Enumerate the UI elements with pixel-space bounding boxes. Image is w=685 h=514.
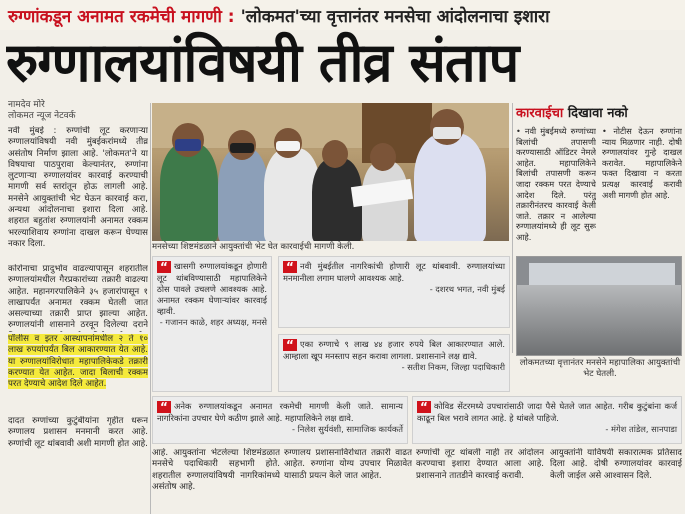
person-6 bbox=[414, 133, 486, 241]
headline: रुग्णालयांविषयी तीव्र संताप bbox=[6, 31, 519, 94]
person-4-head bbox=[322, 140, 348, 168]
article-column-1b: कोरोनाचा प्रादुर्भाव वाढल्यापासून शहरातील रुग्णालयांमधील गैरप्रकारांच्या तक्रारी वाढल्या आहेत. महानगरपालिकेने ३५ हजारांपासून १ लाखापर्यंत अनामत रक्कम घेतली जात असल्याच्या तक्रारी प्राप्त झाल्या आहेत. रुग्णालयांनी शासनाने ठरवून दिलेल्या दराने bbox=[8, 264, 148, 331]
byline-author: नामदेव मोरे bbox=[8, 100, 45, 110]
quote-box-2 bbox=[278, 256, 510, 328]
article-column-1c: दादत रुग्णांच्या कुटुंबीयांना गृहीत धरून रुग्णालय प्रशासन मनमानी करत आहे. रुग्णांची लूट थांबवावी अशी मागणी होत आहे. bbox=[8, 416, 148, 449]
quote-box-4 bbox=[152, 396, 408, 444]
kicker-subtitle: 'लोकमत'च्या वृत्तानंतर मनसेचा आंदोलनाचा इशारा bbox=[240, 6, 550, 27]
quote-5-author: - मंगेश तांडेल, सानपाडा bbox=[605, 424, 677, 434]
person-5-head bbox=[370, 143, 396, 171]
main-photo bbox=[152, 103, 509, 241]
photo-caption: मनसेच्या शिष्टमंडळाने आयुक्तांची भेट घेत कारवाईची मागणी केली. bbox=[152, 242, 355, 252]
inset-caption: लोकमतच्या वृत्तानंतर मनसेने महापालिका आयुक्तांची भेट घेतली. bbox=[519, 358, 681, 379]
bottom-column-4: आयुक्तांनी याविषयी सकारात्मक प्रतिसाद दिला आहे. दोषी रुग्णालयांवर कारवाई केली जाईल असे आश्वासन दिले. bbox=[550, 448, 682, 481]
quote-icon: “ bbox=[157, 261, 171, 273]
article-column-1: नवी मुंबई : रुग्णांची लूट करणाऱ्या रुग्णालयांविषयी नवी मुंबईकरांमध्ये तीव्र असंतोष निर्माण झाला आहे. 'लोकमत'ने या विषयाचा पाठपुरावा केल्यानंतर, रुग्णांना लुटणाऱ्या रुग्णालयांवर कारवाई करण्याची मागणी सर्व स्तरांतून होऊ लागली आहे. मनसेने आयुक्तांची भेट घेऊन कारवाई करा, अन्यथा आंदोलनाचा इशारा दिला आहे. शहरात बहुतांश रुग्णालयांनी अनामत रक्कम भरल्याशिवाय रुग्णांना दाखल करून घेण्यास नकार दिला. bbox=[8, 126, 148, 249]
mask-2 bbox=[230, 143, 254, 153]
mask-3 bbox=[276, 141, 300, 151]
mask-6 bbox=[433, 127, 461, 139]
column-divider bbox=[150, 103, 151, 514]
quote-box-3 bbox=[278, 334, 510, 392]
quote-4-text: अनेक रुग्णालयांकडून अनामत रकमेची मागणी केली जाते. सामान्य नागरिकांना उपचार घेणे कठीण झाले आहे. महापालिकेने लक्ष द्यावे. bbox=[157, 401, 403, 423]
inset-building bbox=[517, 285, 681, 356]
quote-1-text: खासगी रुग्णालयांकडून होणारी लूट थांबविण्यासाठी महापालिकेने ठोस पावले उचलणे आवश्यक आहे. अनामत रक्कम घेणाऱ्यांवर कारवाई व्हावी. bbox=[157, 261, 267, 316]
quote-5-text: कोविड सेंटरमध्ये उपचारांसाठी जादा पैसे घेतले जात आहेत. गरीब कुटुंबांना कर्ज काढून बिल भरावे लागत आहे. हे थांबले पाहिजे. bbox=[417, 401, 677, 423]
kicker-line bbox=[0, 0, 685, 30]
side-column-1: • नवी मुंबईमध्ये रुग्णांच्या बिलांची तपासणी करण्यासाठी ऑडिटर नेमले आहेत. महापालिकेने बिलांची तपासणी करून जादा रक्कम परत देण्याचे आदेश दिले. परंतु तक्रारीनंतरच कारवाई केली जाते. तक्रार न आलेल्या रुग्णालयांमध्ये ही लूट सुरू आहे. bbox=[516, 126, 596, 242]
bottom-column-2: रुग्णालय प्रशासनाविरोधात तक्रारी वाढत आहेत. रुग्णांना योग्य उपचार मिळावेत यासाठी प्रयत्न केले जात आहेत. bbox=[284, 448, 412, 481]
side-title bbox=[516, 103, 684, 123]
mask-1 bbox=[175, 139, 201, 151]
quote-2-text: नवी मुंबईतील नागरिकांची होणारी लूट थांबवावी. रुग्णालयांच्या मनमानीला लगाम घालणे आवश्यक आहे. bbox=[283, 261, 505, 283]
byline-network: लोकमत न्यूज नेटवर्क bbox=[8, 111, 76, 121]
quote-icon: “ bbox=[417, 401, 431, 413]
quote-icon: “ bbox=[157, 401, 171, 413]
inset-photo bbox=[516, 256, 682, 356]
quote-3-text: एका रुग्णाचे ९ लाख ४४ हजार रुपये बिल आकारण्यात आले. आम्हाला खूप मनस्ताप सहन करावा लागला. प्रशासनाने लक्ष द्यावे. bbox=[283, 339, 505, 361]
quote-2-author: - दशरथ भगत, नवी मुंबई bbox=[429, 284, 505, 294]
quote-4-author: - निलेश सुर्यवंशी, सामाजिक कार्यकर्ते bbox=[291, 424, 403, 434]
quote-box-5 bbox=[412, 396, 682, 444]
person-1 bbox=[160, 143, 218, 241]
inset-banner bbox=[529, 263, 675, 285]
quote-1-author: - गजानन काळे, शहर अध्यक्ष, मनसे bbox=[159, 317, 267, 327]
byline bbox=[8, 100, 76, 122]
bottom-column-1: आहे. आयुक्तांना भेटलेल्या शिष्टमंडळात मनसेचे पदाधिकारी सहभागी होते. शहरातील रुग्णालयांविषयी नागरिकांमध्ये असंतोष आहे. bbox=[152, 448, 280, 492]
quote-icon: “ bbox=[283, 261, 297, 273]
highlighted-text: पॉलीस व इतर आस्थापनांमधील २ ते १० लाख रुपयांपर्यंत बिल आकारण्यात येत आहे. या रुग्णालयांविरोधात महापालिकेकडे तक्रारी करण्यात येत आहेत. जादा बिलाची रक्कम परत देण्याचे आदेश दिले आहेत. bbox=[8, 334, 148, 390]
side-title-red: कारवाईचा bbox=[516, 106, 564, 121]
side-column-2: • नोटीस देऊन रुग्णांना न्याय मिळणार नाही. दोषी रुग्णालयांवर गुन्हे दाखल करावेत. महापालिकेने फक्त दिखावा न करता प्रत्यक्ष कारवाई करावी अशी मागणी होत आहे. bbox=[602, 126, 682, 200]
kicker-red-text: रुग्णांकडून अनामत रकमेची मागणी : bbox=[8, 6, 235, 27]
bottom-column-3: रुग्णांची लूट थांबली नाही तर आंदोलन करण्याचा इशारा देण्यात आला आहे. प्रशासनाने तातडीने कारवाई करावी. bbox=[416, 448, 544, 481]
side-title-dark: दिखावा नको bbox=[567, 106, 628, 121]
article-highlight bbox=[8, 334, 148, 414]
person-2 bbox=[218, 148, 268, 241]
quote-3-author: - सतीश निकम, जिल्हा पदाधिकारी bbox=[401, 362, 505, 372]
quote-icon: “ bbox=[283, 339, 297, 351]
side-divider bbox=[512, 103, 513, 353]
quote-box-1 bbox=[152, 256, 272, 392]
